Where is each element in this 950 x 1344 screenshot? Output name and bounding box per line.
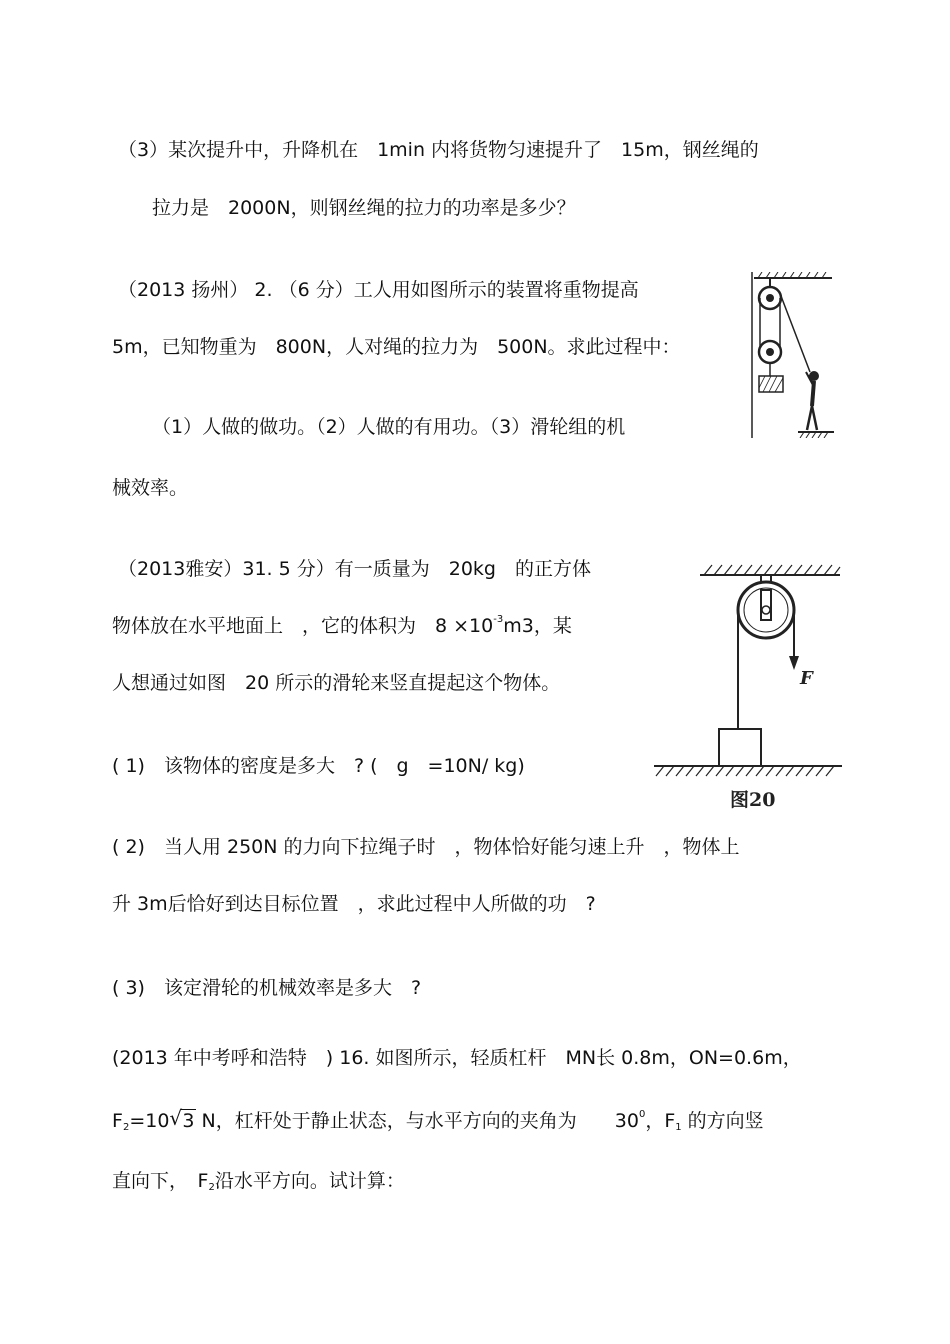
- huhehaote-line3-end: 沿水平方向。试计算：: [214, 1170, 405, 1192]
- huhehaote-line2-text: N，杠杆处于静止状态，与水平方向的夹角为 30: [195, 1110, 639, 1132]
- yaan-line1: （2013雅安）31. 5 分）有一质量为 20kg 的正方体: [118, 558, 591, 580]
- yaan-line2-text: 物体放在水平地面上 ，它的体积为 8 ×10: [112, 615, 494, 637]
- yaan-q2-line1: ( 2) 当人用 250N 的力向下拉绳子时 ，物体恰好能匀速上升 ，物体上: [112, 836, 740, 858]
- huhehaote-line2-end: 的方向竖: [681, 1110, 764, 1132]
- yaan-line2-text-end: m3，某: [503, 615, 572, 637]
- figure-caption: 图20: [730, 789, 776, 811]
- yangzhou-line2: 5m，已知物重为 800N，人对绳的拉力为 500N。求此过程中：: [112, 336, 681, 358]
- yaan-line3: 人想通过如图 20 所示的滑轮来竖直提起这个物体。: [112, 672, 561, 694]
- huhehaote-f2-symbol: F: [112, 1110, 123, 1132]
- yangzhou-line3: （1）人做的做功。（2）人做的有用功。（3）滑轮组的机: [152, 416, 626, 438]
- huhehaote-f2-subscript-2: 2: [208, 1182, 215, 1193]
- huhehaote-f2-value: =10: [129, 1110, 170, 1132]
- huhehaote-f2-subscript: 2: [122, 1122, 130, 1133]
- degree-superscript: 0: [638, 1109, 646, 1120]
- yangzhou-line1: （2013 扬州） 2. （6 分）工人用如图所示的装置将重物提高: [118, 279, 639, 301]
- sqrt-symbol: √ 3: [169, 1106, 195, 1132]
- huhehaote-line3-text: 直向下， F: [112, 1170, 209, 1192]
- huhehaote-line1: (2013 年中考呼和浩特 ) 16. 如图所示，轻质杠杆 MN长 0.8m，ON=0.6m，: [112, 1047, 802, 1069]
- pulley-block-figure: [748, 272, 836, 438]
- huhehaote-line2: [112, 1108, 764, 1134]
- yaan-exponent: -3: [493, 614, 504, 625]
- huhehaote-f1-symbol: ，F: [645, 1110, 676, 1132]
- sqrt-radicand: 3: [182, 1110, 195, 1132]
- yaan-q1: ( 1) 该物体的密度是多大 ? ( g =10N/ kg): [112, 755, 525, 777]
- fixed-pulley-figure: [652, 560, 844, 815]
- q3-prev-line2: 拉力是 2000N，则钢丝绳的拉力的功率是多少？: [152, 197, 576, 219]
- yaan-line2: [112, 613, 572, 639]
- yaan-q2-line2: 升 3m后恰好到达目标位置 ，求此过程中人所做的功 ?: [112, 893, 596, 915]
- q3-prev-line1: （3）某次提升中，升降机在 1min 内将货物匀速提升了 15m，钢丝绳的: [118, 139, 759, 161]
- huhehaote-line3: [112, 1168, 405, 1194]
- force-label: F: [800, 668, 813, 689]
- yangzhou-line4: 械效率。: [112, 477, 189, 499]
- yaan-q3: ( 3) 该定滑轮的机械效率是多大 ?: [112, 977, 422, 999]
- huhehaote-f1-subscript: 1: [675, 1122, 682, 1133]
